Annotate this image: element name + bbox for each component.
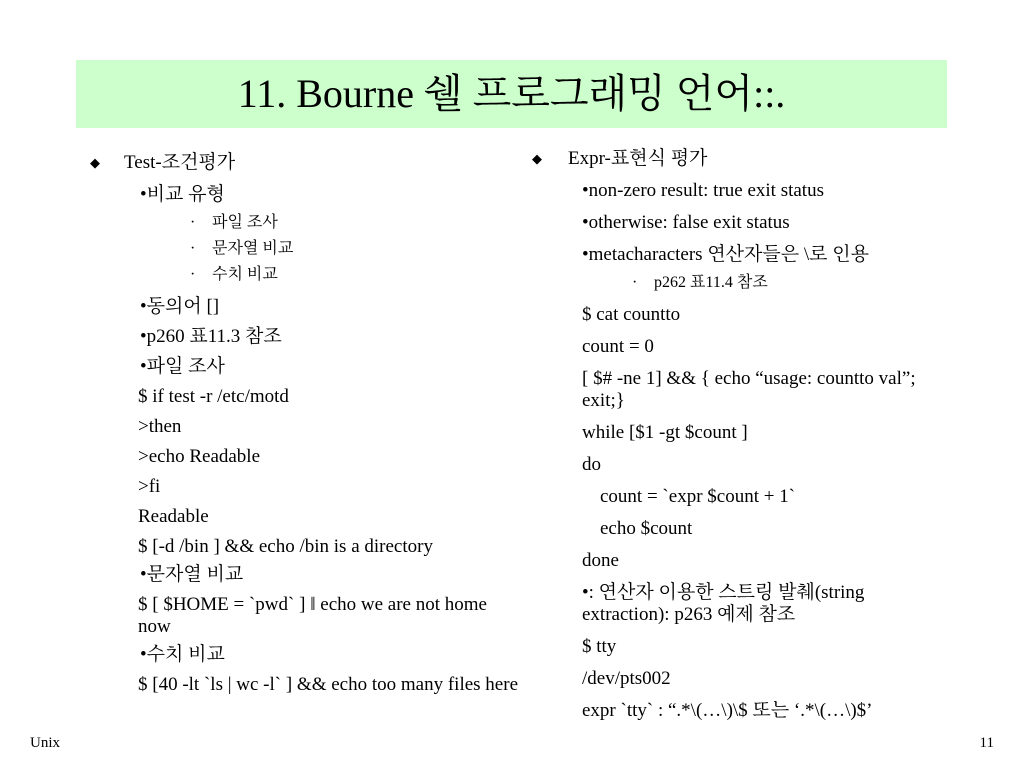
code-line: while [$1 -gt $count ] xyxy=(582,422,748,443)
code-line: do xyxy=(582,454,601,475)
title-bar xyxy=(76,60,947,128)
code-line: count = 0 xyxy=(582,336,654,357)
sub-number-compare: · 수치 비교 xyxy=(88,264,518,286)
code-line: /dev/pts002 xyxy=(582,668,671,689)
sub-ref: · p262 표11.4 참조 xyxy=(530,272,950,294)
code-line: expr `tty` : “.*\(…\)\$ 또는 ‘.*\(…\)$’ xyxy=(582,700,873,721)
code-line: $ [40 -lt `ls | wc -l` ] && echo too many files here xyxy=(138,674,518,695)
bullet-file-check: •파일 조사 xyxy=(140,356,225,377)
middle-dot-icon: · xyxy=(632,274,638,291)
footer-label: Unix xyxy=(30,735,60,751)
code-line: $ [ $HOME = `pwd` ] ‖ echo we are not home now xyxy=(138,594,487,637)
bullet-otherwise: •otherwise: false exit status xyxy=(582,212,790,233)
sub-file-check: · 파일 조사 xyxy=(88,212,518,234)
code-line: echo $count xyxy=(600,518,693,539)
code-line: Readable xyxy=(138,506,209,527)
code-line: count = `expr $count + 1` xyxy=(600,486,796,507)
code-line: >echo Readable xyxy=(138,446,261,467)
code-line: $ cat countto xyxy=(582,304,681,325)
diamond-bullet-icon: ◆ xyxy=(90,155,100,170)
left-column xyxy=(88,148,518,696)
test-heading: ◆ Test-조건평가 xyxy=(90,152,236,173)
code-line: >fi xyxy=(138,476,161,497)
diamond-bullet-icon: ◆ xyxy=(532,151,542,166)
sub-string-compare: · 문자열 비교 xyxy=(88,238,518,260)
bullet-compare-type: •비교 유형 xyxy=(140,184,225,205)
code-line: [ $# -ne 1] && { echo “usage: countto val”; exit;} xyxy=(582,368,916,411)
page-number: 11 xyxy=(979,735,994,751)
bullet-number-compare: •수치 비교 xyxy=(140,644,225,665)
middle-dot-icon: · xyxy=(190,266,196,283)
middle-dot-icon: · xyxy=(190,214,196,231)
bullet-string-extraction: •: 연산자 이용한 스트링 발췌(string extraction): p263 예제 참조 xyxy=(582,582,865,625)
right-column xyxy=(530,148,950,722)
code-line: $ if test -r /etc/motd xyxy=(138,386,289,407)
bullet-nonzero: •non-zero result: true exit status xyxy=(582,180,824,201)
bullet-synonym: •동의어 [] xyxy=(140,296,220,317)
code-line: $ tty xyxy=(582,636,617,657)
bullet-ref: •p260 표11.3 참조 xyxy=(140,326,282,347)
bullet-metachar: •metacharacters 연산자들은 \로 인용 xyxy=(582,244,869,265)
code-line: >then xyxy=(138,416,182,437)
slide-title: 11. Bourne 쉘 프로그래밍 언어::. xyxy=(237,71,786,116)
code-line: $ [-d /bin ] && echo /bin is a directory xyxy=(138,536,433,557)
code-line: done xyxy=(582,550,619,571)
expr-heading: ◆ Expr-표현식 평가 xyxy=(532,148,708,169)
bullet-string-compare: •문자열 비교 xyxy=(140,564,244,585)
middle-dot-icon: · xyxy=(190,240,196,257)
